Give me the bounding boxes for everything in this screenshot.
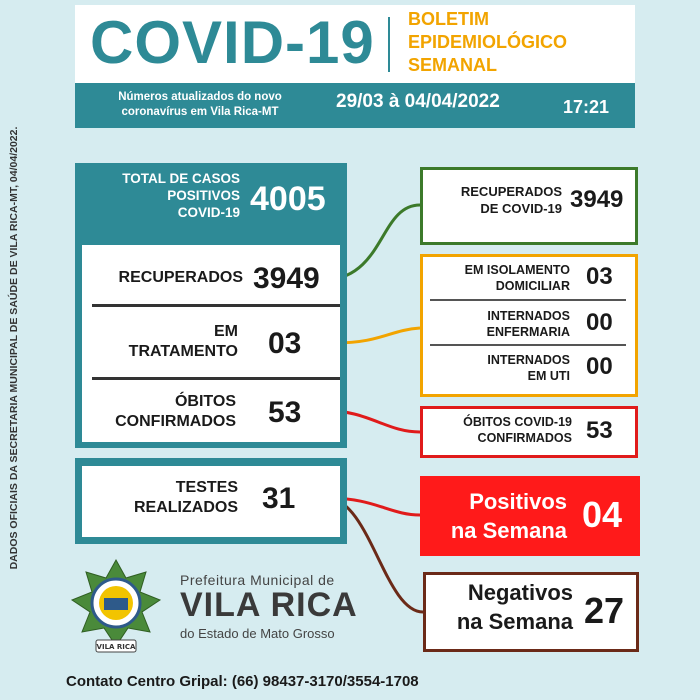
tests-value: 31 <box>262 482 296 515</box>
isolation-label-line-1: EM ISOLAMENTO <box>464 263 570 277</box>
side-source-text: DADOS OFICIAIS DA SECRETARIA MUNICIPAL DE SAÚDE DE VILA RICA-MT, 04/04/2022. <box>8 126 20 570</box>
positive-week-line-1: Positivos <box>469 489 567 514</box>
deaths-label <box>88 392 236 432</box>
detail-divider <box>430 344 626 346</box>
icu-value: 00 <box>586 353 613 380</box>
icu-label-line-2: EM UTI <box>527 369 570 383</box>
positive-week-label <box>425 487 567 545</box>
detail-divider <box>430 299 626 301</box>
deaths-label-line-2: CONFIRMADOS <box>115 413 236 430</box>
contact-text: Contato Centro Gripal: (66) 98437-3170/3554-1708 <box>66 673 419 690</box>
summary-divider <box>92 304 340 307</box>
deaths-detail-line-2: CONFIRMADOS <box>477 431 572 445</box>
recovered-detail-value: 3949 <box>570 186 624 213</box>
total-label-line-3: COVID-19 <box>177 205 240 220</box>
tests-label <box>88 478 238 518</box>
ward-label-line-1: INTERNADOS <box>487 309 570 323</box>
bulletin-line-1: BOLETIM <box>408 9 489 29</box>
total-label-line-2: POSITIVOS <box>167 188 240 203</box>
deaths-detail-label <box>432 414 572 446</box>
isolation-label-line-2: DOMICILIAR <box>495 279 570 293</box>
icu-label-line-1: INTERNADOS <box>487 353 570 367</box>
bulletin-line-2: EPIDEMIOLÓGICO <box>408 32 568 52</box>
recovered-label: RECUPERADOS <box>118 269 243 286</box>
city-name: VILA RICA <box>180 586 358 624</box>
deaths-detail-value: 53 <box>586 417 613 444</box>
ward-label-line-2: ENFERMARIA <box>486 325 570 339</box>
negative-week-line-2: na Semana <box>456 609 573 634</box>
treatment-label-line-2: TRATAMENTO <box>128 343 238 360</box>
crest-text: VILA RICA <box>96 643 136 651</box>
recovered-value: 3949 <box>253 262 320 295</box>
total-label-line-1: TOTAL DE CASOS <box>122 171 240 186</box>
treatment-value: 03 <box>268 327 302 360</box>
bulletin-line-3: SEMANAL <box>408 55 497 75</box>
treatment-label <box>88 322 238 362</box>
page-title: COVID-19 <box>90 9 375 76</box>
state-text: do Estado de Mato Grosso <box>180 626 335 641</box>
summary-divider <box>92 377 340 380</box>
negative-week-line-1: Negativos <box>467 580 573 605</box>
update-time: 17:21 <box>563 97 610 117</box>
prefecture-text: Prefeitura Municipal de <box>180 572 335 588</box>
positive-week-value: 04 <box>582 494 623 535</box>
total-cases-value: 4005 <box>250 180 326 218</box>
municipal-crest-icon <box>70 558 162 663</box>
recovered-detail-line-1: RECUPERADOS <box>460 184 562 199</box>
icu-label <box>432 352 570 384</box>
recovered-detail-label <box>432 183 562 217</box>
negative-week-value: 27 <box>584 590 625 631</box>
ward-value: 00 <box>586 309 613 336</box>
date-range: 29/03 à 04/04/2022 <box>336 91 500 112</box>
deaths-label-line-1: ÓBITOS <box>174 393 236 410</box>
tests-label-line-2: REALIZADOS <box>134 499 238 516</box>
recovered-detail-line-2: DE COVID-19 <box>480 201 562 216</box>
deaths-detail-line-1: ÓBITOS COVID-19 <box>463 415 572 429</box>
treatment-label-line-1: EM <box>214 323 238 340</box>
tests-label-line-1: TESTES <box>175 479 238 496</box>
deaths-value: 53 <box>268 396 302 429</box>
subheader-line-1: Números atualizados do novo <box>118 91 282 103</box>
connector-treatment <box>335 328 420 343</box>
isolation-value: 03 <box>586 263 613 290</box>
ward-label <box>432 308 570 340</box>
total-cases-label <box>85 170 240 221</box>
isolation-label <box>432 262 570 294</box>
negative-week-label <box>428 578 573 636</box>
subheader-line-2: coronavírus em Vila Rica-MT <box>121 106 279 118</box>
positive-week-line-2: na Semana <box>450 518 567 543</box>
